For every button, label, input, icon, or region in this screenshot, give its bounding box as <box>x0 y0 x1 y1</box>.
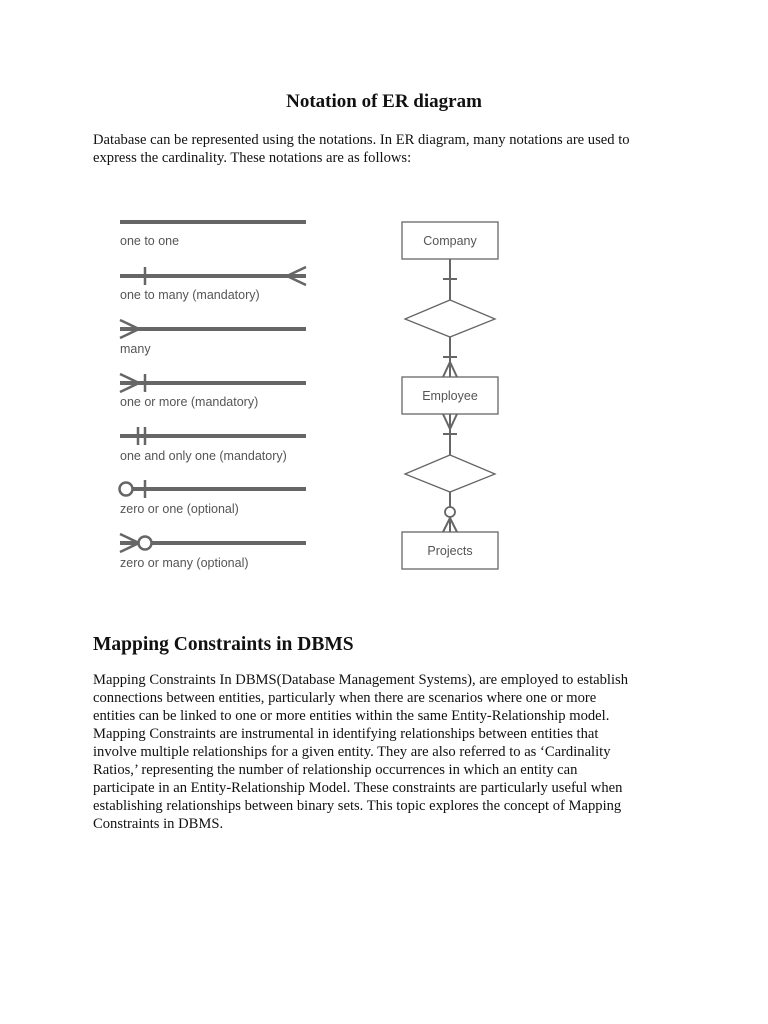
notation-line-one-and-only-one <box>120 427 306 445</box>
entity-label-projects: Projects <box>427 544 473 558</box>
notation-line-one-or-more <box>120 374 306 392</box>
mapping-line: involve multiple relationships for a given entity. They are also referred to as ‘Cardinality <box>93 744 611 760</box>
notation-label: zero or many (optional) <box>120 556 249 570</box>
notation-label: one or more (mandatory) <box>120 395 259 409</box>
entity-label-employee: Employee <box>422 389 478 403</box>
section-heading: Mapping Constraints in DBMS <box>93 634 354 655</box>
mapping-line: Mapping Constraints In DBMS(Database Management Systems), are employed to establish <box>93 672 629 688</box>
mapping-line: establishing relationships between binary sets. This topic explores the concept of Mapping <box>93 798 622 814</box>
relationship-diamond <box>405 300 495 337</box>
mapping-line: Ratios,’ representing the number of relationship occurrences in which an entity can <box>93 762 578 778</box>
zero-circle-mark <box>445 507 455 517</box>
intro-line: Database can be represented using the notations. In ER diagram, many notations are used to <box>93 132 630 148</box>
mapping-line: connections between entities, particularly when there are scenarios where one or more <box>93 690 597 706</box>
entity-label-company: Company <box>423 234 477 248</box>
mapping-paragraph <box>93 671 693 833</box>
mapping-line: participate in an Entity-Relationship Model. These constraints are particularly useful when <box>93 780 623 796</box>
notation-label: one to many (mandatory) <box>120 288 260 302</box>
notation-line-many <box>120 320 306 338</box>
notation-label: zero or one (optional) <box>120 502 239 516</box>
notation-label: one to one <box>120 234 180 248</box>
notation-label: one and only one (mandatory) <box>120 449 287 463</box>
mapping-line: entities can be linked to one or more entities within the same Entity-Relationship model. <box>93 708 610 724</box>
notation-line-one-to-many <box>120 267 306 285</box>
mapping-line: Mapping Constraints are instrumental in identifying relationships between entities that <box>93 726 599 742</box>
mapping-line: Constraints in DBMS. <box>93 816 224 832</box>
notation-label: many <box>120 342 151 356</box>
notation-line-zero-or-one <box>120 480 307 498</box>
notation-line-zero-or-many <box>120 534 306 552</box>
relationship-diamond <box>405 455 495 492</box>
intro-line: express the cardinality. These notations are as follows: <box>93 150 412 166</box>
page-title: Notation of ER diagram <box>286 91 482 112</box>
